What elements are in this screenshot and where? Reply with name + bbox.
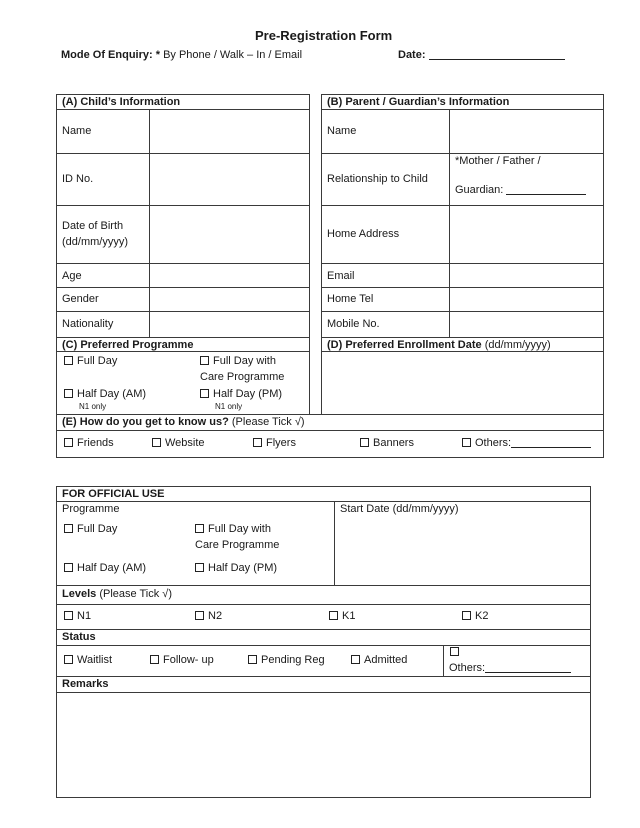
remarks-heading: Remarks bbox=[62, 678, 109, 690]
pref-full-day-label: Full Day bbox=[77, 355, 118, 367]
source-option-banners[interactable] bbox=[360, 437, 414, 450]
status-others-label: Others: bbox=[449, 662, 486, 674]
home-tel-input[interactable] bbox=[450, 288, 603, 311]
child-info-heading: (A) Child’s Information bbox=[62, 96, 181, 108]
source-option-flyers[interactable] bbox=[253, 437, 296, 450]
pref-full-day-care-label: Full Day with bbox=[213, 355, 276, 367]
levels-tick: (Please Tick √) bbox=[99, 588, 172, 600]
checkbox[interactable] bbox=[351, 655, 360, 664]
relationship-label: Relationship to Child bbox=[327, 173, 428, 185]
checkbox[interactable] bbox=[64, 655, 73, 664]
child-dob-format: (dd/mm/yyyy) bbox=[62, 236, 128, 248]
child-name-input[interactable] bbox=[150, 110, 309, 153]
official-full-day-care-label-2: Care Programme bbox=[195, 539, 280, 551]
checkbox[interactable] bbox=[329, 611, 338, 620]
pref-half-day-am-option[interactable] bbox=[64, 388, 146, 401]
child-gender-input[interactable] bbox=[150, 288, 309, 311]
status-others-input-line[interactable] bbox=[485, 663, 571, 673]
how-know-us-bold: (E) How do you get to know us? bbox=[62, 416, 229, 428]
pref-half-day-pm-label: Half Day (PM) bbox=[213, 388, 283, 400]
child-dob-input[interactable] bbox=[150, 206, 309, 263]
level-label: K1 bbox=[342, 610, 356, 622]
status-others-field bbox=[449, 662, 571, 675]
checkbox[interactable] bbox=[450, 647, 459, 656]
guardian-label: Guardian: bbox=[455, 184, 504, 196]
status-option-waitlist[interactable] bbox=[64, 654, 112, 667]
home-tel-label: Home Tel bbox=[327, 293, 374, 305]
checkbox[interactable] bbox=[253, 438, 262, 447]
source-option-others[interactable] bbox=[462, 437, 591, 450]
status-option-pending-reg[interactable] bbox=[248, 654, 325, 667]
official-full-day-label: Full Day bbox=[77, 523, 118, 535]
status-heading: Status bbox=[62, 631, 96, 643]
home-address-label: Home Address bbox=[327, 228, 400, 240]
mode-of-enquiry bbox=[61, 49, 302, 62]
parent-name-input[interactable] bbox=[450, 110, 603, 153]
pref-full-day-care-option[interactable] bbox=[200, 355, 276, 368]
checkbox[interactable] bbox=[195, 563, 204, 572]
source-label: Website bbox=[165, 437, 205, 449]
how-know-us-heading bbox=[62, 416, 305, 429]
child-nationality-label: Nationality bbox=[62, 318, 114, 330]
relationship-options: *Mother / Father / bbox=[455, 155, 541, 167]
checkbox[interactable] bbox=[248, 655, 257, 664]
how-know-us-tick: (Please Tick √) bbox=[231, 416, 305, 428]
pref-full-day-care-label-2: Care Programme bbox=[200, 371, 285, 383]
levels-bold: Levels bbox=[62, 588, 97, 600]
child-gender-label: Gender bbox=[62, 293, 99, 305]
preferred-programme-heading: (C) Preferred Programme bbox=[62, 339, 194, 351]
n1-only-am-note: N1 only bbox=[79, 402, 107, 411]
source-label: Banners bbox=[373, 437, 414, 449]
mode-of-enquiry-options[interactable]: By Phone / Walk – In / Email bbox=[163, 49, 303, 61]
others-input-line[interactable] bbox=[511, 438, 591, 448]
official-start-date-input[interactable] bbox=[335, 518, 590, 584]
checkbox[interactable] bbox=[152, 438, 161, 447]
parent-name-label: Name bbox=[327, 125, 357, 137]
enrollment-heading-format: (dd/mm/yyyy) bbox=[484, 339, 551, 351]
child-age-label: Age bbox=[62, 270, 82, 282]
enrollment-heading-bold: (D) Preferred Enrollment Date bbox=[327, 339, 482, 351]
n1-only-pm-note: N1 only bbox=[215, 402, 243, 411]
guardian-field bbox=[455, 184, 586, 197]
level-label: N1 bbox=[77, 610, 92, 622]
official-half-day-pm-option[interactable] bbox=[195, 562, 277, 575]
enrollment-date-heading bbox=[327, 339, 551, 352]
checkbox[interactable] bbox=[64, 563, 73, 572]
home-address-input[interactable] bbox=[450, 206, 603, 263]
status-label: Admitted bbox=[364, 654, 408, 666]
status-label: Pending Reg bbox=[261, 654, 325, 666]
child-dob-label: Date of Birth bbox=[62, 220, 124, 232]
checkbox[interactable] bbox=[462, 611, 471, 620]
source-label: Friends bbox=[77, 437, 114, 449]
checkbox[interactable] bbox=[64, 438, 73, 447]
checkbox[interactable] bbox=[150, 655, 159, 664]
official-half-day-am-label: Half Day (AM) bbox=[77, 562, 147, 574]
level-label: N2 bbox=[208, 610, 223, 622]
official-half-day-am-option[interactable] bbox=[64, 562, 146, 575]
status-label: Follow- up bbox=[163, 654, 214, 666]
checkbox[interactable] bbox=[462, 438, 471, 447]
official-full-day-option[interactable] bbox=[64, 523, 117, 536]
source-option-friends[interactable] bbox=[64, 437, 114, 450]
official-half-day-pm-label: Half Day (PM) bbox=[208, 562, 278, 574]
checkbox[interactable] bbox=[195, 611, 204, 620]
status-label: Waitlist bbox=[77, 654, 113, 666]
guardian-input-line[interactable] bbox=[506, 185, 586, 195]
levels-heading bbox=[62, 588, 172, 601]
parent-info-heading: (B) Parent / Guardian’s Information bbox=[327, 96, 510, 108]
pref-full-day-option[interactable] bbox=[64, 355, 117, 368]
status-option-others[interactable] bbox=[450, 647, 463, 656]
official-start-date-label: Start Date (dd/mm/yyyy) bbox=[340, 503, 459, 515]
source-label: Flyers bbox=[266, 437, 296, 449]
level-label: K2 bbox=[475, 610, 489, 622]
enrollment-date-input[interactable] bbox=[322, 352, 603, 414]
date-input-line[interactable] bbox=[429, 50, 565, 60]
source-label: Others: bbox=[475, 437, 512, 449]
official-use-heading: FOR OFFICIAL USE bbox=[62, 488, 165, 500]
level-option-n2[interactable] bbox=[195, 610, 222, 623]
pref-half-day-pm-option[interactable] bbox=[200, 388, 282, 401]
checkbox[interactable] bbox=[200, 356, 209, 365]
level-option-n1[interactable] bbox=[64, 610, 91, 623]
checkbox[interactable] bbox=[64, 524, 73, 533]
parent-email-label: Email bbox=[327, 270, 355, 282]
source-option-website[interactable] bbox=[152, 437, 205, 450]
official-programme-label: Programme bbox=[62, 503, 120, 515]
status-option-admitted[interactable] bbox=[351, 654, 407, 667]
child-nationality-input[interactable] bbox=[150, 312, 309, 337]
date-field bbox=[398, 49, 565, 62]
mobile-input[interactable] bbox=[450, 312, 603, 337]
form-title: Pre-Registration Form bbox=[255, 28, 393, 43]
mobile-label: Mobile No. bbox=[327, 318, 380, 330]
child-id-label: ID No. bbox=[62, 173, 94, 185]
child-name-label: Name bbox=[62, 125, 92, 137]
level-option-k1[interactable] bbox=[329, 610, 355, 623]
date-label: Date: bbox=[398, 49, 426, 61]
remarks-input[interactable] bbox=[57, 693, 590, 797]
official-full-day-care-option[interactable] bbox=[195, 523, 271, 536]
checkbox[interactable] bbox=[195, 524, 204, 533]
mode-of-enquiry-label: Mode Of Enquiry: * bbox=[61, 49, 160, 61]
checkbox[interactable] bbox=[360, 438, 369, 447]
status-option-follow-up[interactable] bbox=[150, 654, 214, 667]
level-option-k2[interactable] bbox=[462, 610, 488, 623]
pref-half-day-am-label: Half Day (AM) bbox=[77, 388, 147, 400]
checkbox[interactable] bbox=[64, 389, 73, 398]
official-full-day-care-label: Full Day with bbox=[208, 523, 271, 535]
checkbox[interactable] bbox=[64, 356, 73, 365]
checkbox[interactable] bbox=[200, 389, 209, 398]
child-age-input[interactable] bbox=[150, 264, 309, 287]
child-id-input[interactable] bbox=[150, 154, 309, 205]
checkbox[interactable] bbox=[64, 611, 73, 620]
parent-email-input[interactable] bbox=[450, 264, 603, 287]
